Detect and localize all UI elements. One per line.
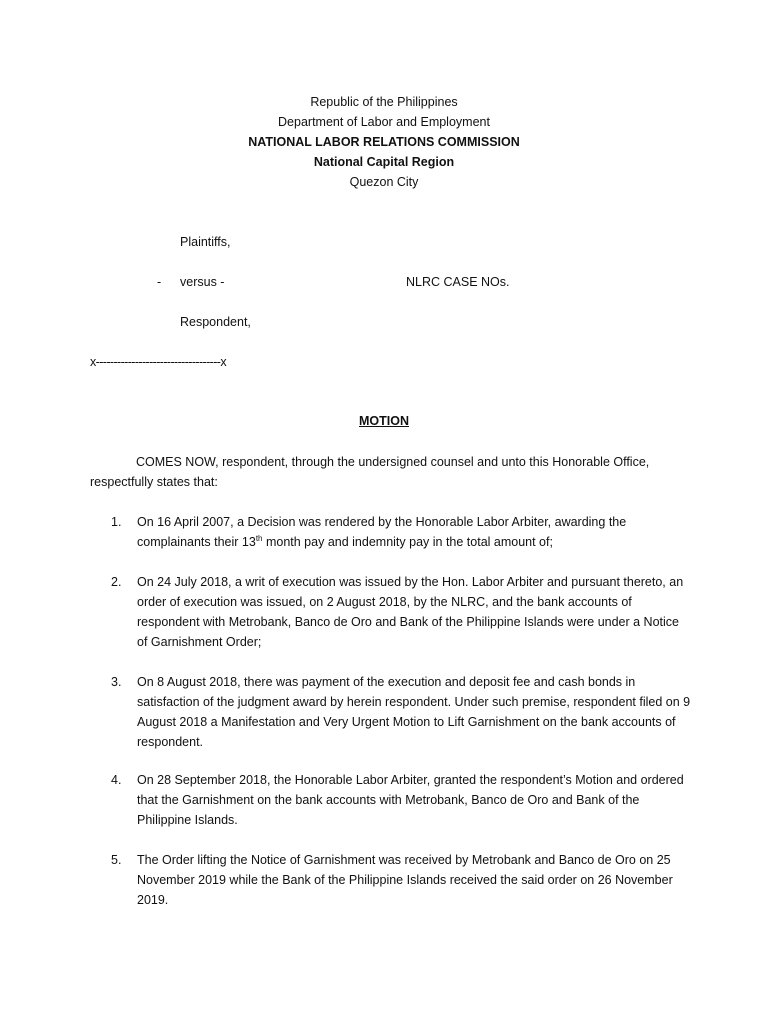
numbered-paragraph-5: [111, 850, 691, 910]
header-region: National Capital Region: [313, 155, 455, 169]
paragraph-number: 2.: [111, 575, 122, 589]
document-title: MOTION: [359, 414, 409, 428]
caption-separator: x-----------------------------------x: [90, 355, 226, 369]
header-city: Quezon City: [349, 175, 419, 189]
paragraph-text: On 16 April 2007, a Decision was rendered by the Honorable Labor Arbiter, awarding the complainants their 13th month pay and indemnity pay in the total amount of;: [137, 515, 627, 549]
paragraph-number: 4.: [111, 773, 122, 787]
paragraph-number: 5.: [111, 853, 122, 867]
intro-paragraph: [90, 452, 680, 492]
paragraph-text: On 8 August 2018, there was payment of the execution and deposit fee and cash bonds in satisfaction of the judgment award by herein respondent. Under such premise, respondent filed on 9 August 2018 a Manifestation and Very Urgent Motion to Lift Garnishment on the bank accounts of respondent.: [137, 675, 691, 749]
header-commission: NATIONAL LABOR RELATIONS COMMISSION: [248, 135, 520, 149]
paragraph-number: 3.: [111, 675, 122, 689]
caption-dash: -: [157, 275, 162, 289]
paragraph-text: The Order lifting the Notice of Garnishment was received by Metrobank and Banco de Oro on 25 November 2019 while the Bank of the Philippine Islands received the said order on 26 November 2019.: [137, 853, 673, 907]
paragraph-text: On 28 September 2018, the Honorable Labor Arbiter, granted the respondent’s Motion and ordered that the Garnishment on the bank accounts with Metrobank, Banco de Oro and Bank of the Philippine Islands.: [137, 773, 684, 827]
paragraph-text: On 24 July 2018, a writ of execution was issued by the Hon. Labor Arbiter and pursuant thereto, an order of execution was issued, on 2 August 2018, by the NLRC, and the bank accounts of respondent with Metrobank, Banco de Oro and Bank of the Philippine Islands were under a Notice of Garnishment Order;: [137, 575, 684, 649]
caption-respondent: Respondent,: [180, 315, 251, 329]
numbered-paragraph-4: [111, 770, 691, 830]
numbered-paragraph-1: [111, 512, 691, 552]
caption-plaintiffs: Plaintiffs,: [180, 235, 231, 249]
document-header: [0, 92, 768, 192]
header-department: Department of Labor and Employment: [278, 115, 490, 129]
numbered-paragraph-3: [111, 672, 691, 752]
header-republic: Republic of the Philippines: [310, 95, 458, 109]
numbered-paragraph-2: [111, 572, 691, 652]
caption-case-number: NLRC CASE NOs.: [406, 275, 510, 289]
paragraph-number: 1.: [111, 515, 122, 529]
intro-text: COMES NOW, respondent, through the undersigned counsel and unto this Honorable Office, respectfully states that:: [90, 455, 650, 489]
caption-versus: versus -: [180, 275, 225, 289]
